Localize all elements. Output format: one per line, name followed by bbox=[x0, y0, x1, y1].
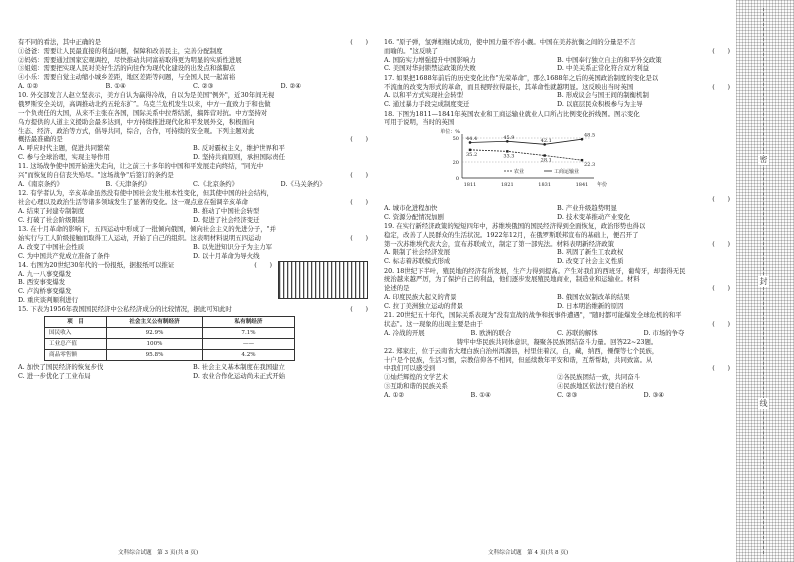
answer-blank: ( ) bbox=[712, 364, 730, 373]
statement-option: ①灿烂辉煌的文学艺术 bbox=[384, 373, 448, 382]
data-label: 35.2 bbox=[466, 151, 478, 158]
answer-blank: ( ) bbox=[712, 319, 730, 328]
choice-d: D. 促进了社会经济变迁 bbox=[193, 215, 260, 224]
choice-list bbox=[18, 207, 368, 225]
question-11 bbox=[18, 162, 368, 188]
table-header-cell: 私有制经济 bbox=[203, 317, 295, 328]
choice-a: A. 改变了中国社会性质 bbox=[18, 242, 85, 251]
x-axis-label: 年份 bbox=[596, 182, 608, 189]
choice-c: C. 标志着苏联模式形成 bbox=[384, 257, 451, 266]
choice-c: C. 美国对华封锁禁运政策的失败 bbox=[384, 64, 476, 73]
choice-list bbox=[384, 293, 730, 311]
economy-table bbox=[44, 316, 295, 361]
choice-a: A. 以和平方式实现社会转型 bbox=[384, 91, 463, 100]
question-text: 18. 下图为1811—1841年英国农业和工商运输业就业人口所占比例变化折线图。图示变化 bbox=[384, 109, 640, 118]
choice-a: A. 呼应时代主题，促进共同繁荣 bbox=[18, 144, 110, 153]
choice-b: B. ①④ bbox=[105, 81, 126, 90]
question-text: 可用于说明，当时的英国 bbox=[384, 118, 455, 127]
question-12 bbox=[18, 189, 368, 224]
choice-b: B. 社会主义基本制度在我国建立 bbox=[193, 363, 285, 372]
question-text: 20. 18世纪下半叶，殖民地的经济有所发展，生产力得到提高。产生对我们的西班牙，葡萄牙，却套得无民 bbox=[384, 266, 686, 275]
choice-c: C. 进一步优化了工业布局 bbox=[18, 372, 91, 380]
choice-list bbox=[384, 329, 730, 338]
data-point bbox=[469, 149, 471, 151]
statement-option: ③互助和谐的民族关系 bbox=[384, 382, 448, 391]
choice-b: B. 推动了中国社会转型 bbox=[193, 206, 260, 215]
choice-c: C. 卢沟桥事变爆发 bbox=[18, 287, 72, 296]
choice-d: D. 改变了社会主义性质 bbox=[557, 257, 624, 266]
answer-blank: ( ) bbox=[350, 135, 368, 144]
choice-c: C. 参与全球治理，实现主导作用 bbox=[18, 152, 110, 161]
question-text: 一个负责任的大国，从来不主张在各国，国际关系中拉帮结派，搞阵营对抗。中方坚持对 bbox=[18, 108, 268, 117]
choice-c: C. 拉丁美洲独立运动的背景 bbox=[384, 301, 464, 310]
choice-d: D. 重庆谈判顺利进行 bbox=[18, 296, 79, 305]
question-9-tail bbox=[18, 38, 368, 91]
choice-list bbox=[18, 243, 368, 261]
choice-a: A. ①② bbox=[18, 81, 39, 90]
question-text: 有不同的看法，其中正确的是 bbox=[18, 38, 102, 46]
choice-b: B. 西安事变爆发 bbox=[18, 278, 66, 287]
data-point bbox=[581, 159, 583, 161]
choice-list bbox=[384, 248, 730, 266]
question-text: 状态"。这一现象的出现主要是由于 bbox=[384, 319, 483, 328]
answer-blank: ( ) bbox=[350, 198, 368, 207]
question-text: 19. 在实行新经济政策的短短四年中，苏维埃俄国的国民经济得到全面恢复，政治形势也得以 bbox=[384, 221, 646, 230]
statement-option: ②妈妈：需要通过国家宏观调控，尽快推动共同富裕取得更为明显的实质性进展 bbox=[18, 55, 242, 64]
choice-a: A. 结束了封建专制制度 bbox=[18, 206, 85, 215]
page-footer-left: 文科综合试题 第 3 页(共 8 页) bbox=[118, 550, 199, 556]
data-label: 22.3 bbox=[584, 162, 596, 169]
choice-a: A. 冷战的开展 bbox=[384, 328, 425, 337]
table-header-row bbox=[45, 317, 295, 328]
data-label: 44.4 bbox=[466, 136, 478, 143]
choice-b: B. 以先进知识分子为主力军 bbox=[193, 242, 273, 251]
table-cell: 4.2% bbox=[203, 350, 295, 361]
data-label: 42.1 bbox=[540, 137, 552, 144]
data-point bbox=[543, 154, 545, 156]
question-text: 乌方提供的人道主义援助会最多达到，中方持续推进现代化和平发展外交，积极面向 bbox=[18, 117, 255, 126]
choice-list bbox=[18, 82, 368, 91]
choice-c: C. ②③ bbox=[193, 81, 214, 90]
choice-b: B. 巩固了新生工农政权 bbox=[557, 248, 624, 257]
data-label: 48.5 bbox=[584, 132, 596, 139]
employment-line-chart bbox=[440, 128, 730, 193]
choice-c: C.《北京条约》 bbox=[193, 179, 239, 188]
question-text: 11. 这场战争使中国开始迷失走向，让之前三十多年的中国和平发展走向终结，"同光中 bbox=[18, 162, 264, 171]
choice-list bbox=[18, 363, 368, 381]
statement-option: ①爸爸：需要让人民最直接的利益问题，保障和改善民主，完善分配制度 bbox=[18, 46, 223, 55]
data-label: 28.1 bbox=[540, 157, 552, 164]
question-text: 10. 外交部发言人赵立坚表示，美方自认为赢得冷战，自以为是美国"例外"，近30年间无视 bbox=[18, 91, 275, 100]
choice-list bbox=[384, 56, 730, 74]
table-cell: 国民收入 bbox=[45, 328, 107, 339]
question-text: 概括最准确的是 bbox=[18, 135, 63, 144]
left-column bbox=[18, 38, 368, 381]
table-row bbox=[45, 328, 295, 339]
choice-c: C. ②③ bbox=[557, 390, 578, 399]
choice-d: D. 日本明治维新的原因 bbox=[557, 301, 624, 310]
choice-a: A. 九一八事变爆发 bbox=[18, 269, 72, 278]
choice-b: B.《天津条约》 bbox=[105, 179, 151, 188]
choice-c: C. 资源分配情况加剧 bbox=[384, 212, 444, 221]
seal-char: 密 bbox=[759, 155, 768, 164]
choice-b: B. 欧洲的联合 bbox=[470, 328, 512, 337]
table-cell: 100% bbox=[107, 339, 203, 350]
section-header bbox=[384, 338, 730, 347]
y-tick-label: 20 bbox=[452, 159, 459, 166]
choice-d: D. 农业合作化运动尚未正式开始 bbox=[193, 372, 286, 380]
question-16 bbox=[384, 38, 730, 73]
question-20 bbox=[384, 267, 730, 311]
seal-char: 封 bbox=[759, 277, 768, 286]
question-10 bbox=[18, 91, 368, 161]
choice-a: A. 国防实力增强提升中国影响力 bbox=[384, 55, 476, 64]
question-text: 兴"而恢复的自信丧失殆尽。"这场战争"后签订的条约是 bbox=[18, 171, 174, 180]
question-text: 21. 20世纪五十年代，国际关系表现为"没有宣战的战争和抚事件遭遇"，"随时都可能爆发全球危机的和平 bbox=[384, 311, 682, 320]
answer-blank: ( ) bbox=[712, 194, 730, 203]
question-text: 不流血的改变为形式的革命，而且视野拉得最长，其革命性就越明显。这反映出当时英国 bbox=[384, 82, 634, 91]
answer-blank: ( ) bbox=[350, 305, 368, 314]
question-text: 14. 右图为20世纪30年代的一份报纸，据报纸可以推证 bbox=[18, 260, 175, 269]
question-21 bbox=[384, 311, 730, 337]
question-text: 第一次苏维埃代表大会，宣布苏联成立，制定了第一部宪法。材料表明新经济政策 bbox=[384, 239, 615, 248]
data-point bbox=[506, 150, 508, 152]
choice-b: B. 俄国农奴制改革的结果 bbox=[557, 292, 630, 301]
question-18 bbox=[384, 110, 730, 222]
question-text: 生态、经济、政治等方式，倡导共同，综合，合作，可持续的安全观。下列主题对此 bbox=[18, 126, 255, 135]
choice-d: D. 以十月革命为导火线 bbox=[193, 251, 260, 260]
section-header-text: 铸牢中华民族共同体意识，凝聚各民族团结奋斗力量。回答22~23题。 bbox=[456, 338, 658, 347]
series-line bbox=[470, 150, 582, 160]
choice-b: B. ①④ bbox=[470, 390, 491, 399]
statement-option: ④民族地区依法行使自治权 bbox=[557, 382, 634, 391]
choice-list bbox=[384, 204, 730, 222]
question-text: 中我们可以感受到 bbox=[384, 364, 436, 373]
series-line bbox=[470, 139, 582, 144]
newspaper-image bbox=[278, 261, 368, 299]
question-text: 12. 有学者认为，辛亥革命虽然没有使中国社会发生根本性变化，但其使中国的社会结构， bbox=[18, 189, 274, 198]
table-header-cell: 项 目 bbox=[45, 317, 107, 328]
choice-d: D. 以底层民众积极参与为主导 bbox=[557, 100, 643, 109]
choice-d: D.《马关条约》 bbox=[280, 179, 326, 188]
question-text: 22. 郑家庄，位于云南省大理白族自治州洱源县，村里住着汉，白，藏，纳西，傈僳等七个民族， bbox=[384, 346, 659, 355]
choice-list bbox=[18, 144, 368, 162]
choice-d: D. 市场的争夺 bbox=[643, 328, 685, 337]
choice-a: A. 限制了社会经济发展 bbox=[384, 248, 451, 257]
chart-svg bbox=[440, 128, 640, 190]
choice-c: C. 打破了社会阶级限制 bbox=[18, 215, 85, 224]
statement-list bbox=[384, 373, 730, 391]
table-header-cell: 社会主义公有制经济 bbox=[107, 317, 203, 328]
question-text: 17. 如果把1688年前后的历史变化比作"光荣革命"，那么1688年之后的英国政治制度的变化是以 bbox=[384, 73, 659, 82]
table-cell: 商品零售额 bbox=[45, 350, 107, 361]
page-footer-right: 文科综合试题 第 4 页(共 8 页) bbox=[488, 550, 569, 556]
question-22 bbox=[384, 347, 730, 400]
statement-option: ④小乐：需要自觉主动缩小城乡差距，地区差距等问题，与全国人民一起富裕 bbox=[18, 73, 236, 82]
question-17 bbox=[384, 74, 730, 109]
table-row bbox=[45, 350, 295, 361]
choice-d: D. 中美关系正常化符合双方利益 bbox=[557, 64, 650, 73]
question-text: 而喻的。"这反映了 bbox=[384, 46, 439, 55]
y-axis-unit-label: 单位：% bbox=[440, 129, 460, 136]
question-15 bbox=[18, 305, 368, 380]
choice-b: B. 中国奉行独立自主的和平外交政策 bbox=[557, 55, 662, 64]
y-tick-label: 0 bbox=[455, 175, 459, 182]
table-cell: 92.9% bbox=[107, 328, 203, 339]
legend-label: 工商运输业 bbox=[554, 168, 580, 175]
answer-blank: ( ) bbox=[350, 171, 368, 180]
legend-label: 农业 bbox=[514, 168, 525, 175]
question-text: 十户是个民族，生活习惯，宗教信仰各不相同，但延续数年平安和谐，互帮帮助，共同致富。从 bbox=[384, 355, 653, 364]
choice-a: A. 加快了国民经济的恢复步伐 bbox=[18, 363, 104, 372]
question-text: 俄罗斯安全关切，高调推动北约五轮东扩”。乌克兰危机发生以来，中方一直致力于和也做 bbox=[18, 100, 271, 109]
choice-a: A. 城市化进程加快 bbox=[384, 203, 438, 212]
table-cell: —— bbox=[203, 339, 295, 350]
choice-d: D. ③④ bbox=[643, 390, 664, 399]
statement-option: ③姐姐：需要把实现人民对美好生活的向往作为现代化建设的出发点和落脚点 bbox=[18, 64, 236, 73]
x-tick-label: 1811 bbox=[463, 182, 477, 189]
table-row bbox=[45, 339, 295, 350]
table-cell: 工业总产值 bbox=[45, 339, 107, 350]
question-text: 始实行与工人阶级接触而取得工人运动，开始了自己的组织。这表明材料说明五四运动 bbox=[18, 233, 261, 242]
question-14 bbox=[18, 261, 368, 305]
seal-char: 线 bbox=[759, 399, 768, 408]
question-text: 社会心理以及政治生活等诸多领域发生了显著的变化。这一观点意在强调辛亥革命 bbox=[18, 198, 249, 207]
choice-list bbox=[384, 91, 730, 109]
answer-blank: ( ) bbox=[712, 284, 730, 293]
data-point bbox=[581, 138, 584, 141]
choice-d: D. 坚持共商原则，承担国际责任 bbox=[193, 152, 286, 161]
answer-blank: ( ) bbox=[712, 46, 730, 55]
answer-blank: ( ) bbox=[712, 239, 730, 248]
answer-blank: ( ) bbox=[350, 38, 368, 46]
data-label: 45.9 bbox=[503, 134, 515, 141]
x-tick-label: 1841 bbox=[575, 182, 589, 189]
choice-d: D. 技术变革推动产业变化 bbox=[557, 212, 630, 221]
question-text: 15. 下表为1956年我国国民经济中公私经济成分的比较情况，据此可知此时 bbox=[18, 305, 232, 314]
answer-blank: ( ) bbox=[350, 233, 368, 242]
data-label: 33.3 bbox=[503, 153, 515, 160]
question-text: 统治越来越严厉，为了保护自己的利益，他们逐步发展殖民地商业，制造业和运输业。材料 bbox=[384, 275, 640, 284]
question-text: 13. 在十月革命的影响下，五四运动中形成了一批倾向俄国，倾向社会主义的先进分子，"并 bbox=[18, 225, 276, 234]
choice-d: D. ②④ bbox=[280, 81, 301, 90]
x-tick-label: 1821 bbox=[500, 182, 514, 189]
choice-b: B. 产业升级趋势明显 bbox=[557, 203, 617, 212]
question-text: 论述的是 bbox=[384, 284, 410, 293]
choice-list bbox=[18, 270, 272, 305]
y-tick-label: 50 bbox=[452, 135, 459, 142]
question-19 bbox=[384, 222, 730, 266]
right-column bbox=[384, 38, 730, 400]
question-text: 稳定，改善了人民群众的生活状况。1922年12月，在俄罗斯联邦宣布的基础上，便召开了 bbox=[384, 230, 639, 239]
choice-list bbox=[384, 391, 730, 400]
choice-a: A. ①② bbox=[384, 390, 405, 399]
table-cell: 7.1% bbox=[203, 328, 295, 339]
statement-option: ②各民族团结一致，共同奋斗 bbox=[557, 373, 641, 382]
question-13 bbox=[18, 225, 368, 260]
answer-blank: ( ) bbox=[254, 260, 272, 269]
choice-b: B. 形成议会与国王间的制衡机制 bbox=[557, 91, 649, 100]
choice-a: A. 印度民族大起义的背景 bbox=[384, 292, 457, 301]
choice-list bbox=[18, 180, 368, 189]
choice-c: C. 为中国共产党成立准备了条件 bbox=[18, 251, 110, 260]
choice-b: B. 反对霸权主义，维护世界和平 bbox=[193, 144, 285, 153]
choice-a: A.《南京条约》 bbox=[18, 179, 63, 188]
x-tick-label: 1831 bbox=[538, 182, 552, 189]
choice-c: C. 通过暴力手段完成制度变迁 bbox=[384, 100, 470, 109]
question-text: 16. "原子弹，氢弹相继试成功，使中国力量不容小觑。中国在美苏抗衡之间的分量是不言 bbox=[384, 38, 636, 46]
table-cell: 95.8% bbox=[107, 350, 203, 361]
answer-blank: ( ) bbox=[712, 82, 730, 91]
choice-c: C. 苏联的解体 bbox=[557, 328, 598, 337]
